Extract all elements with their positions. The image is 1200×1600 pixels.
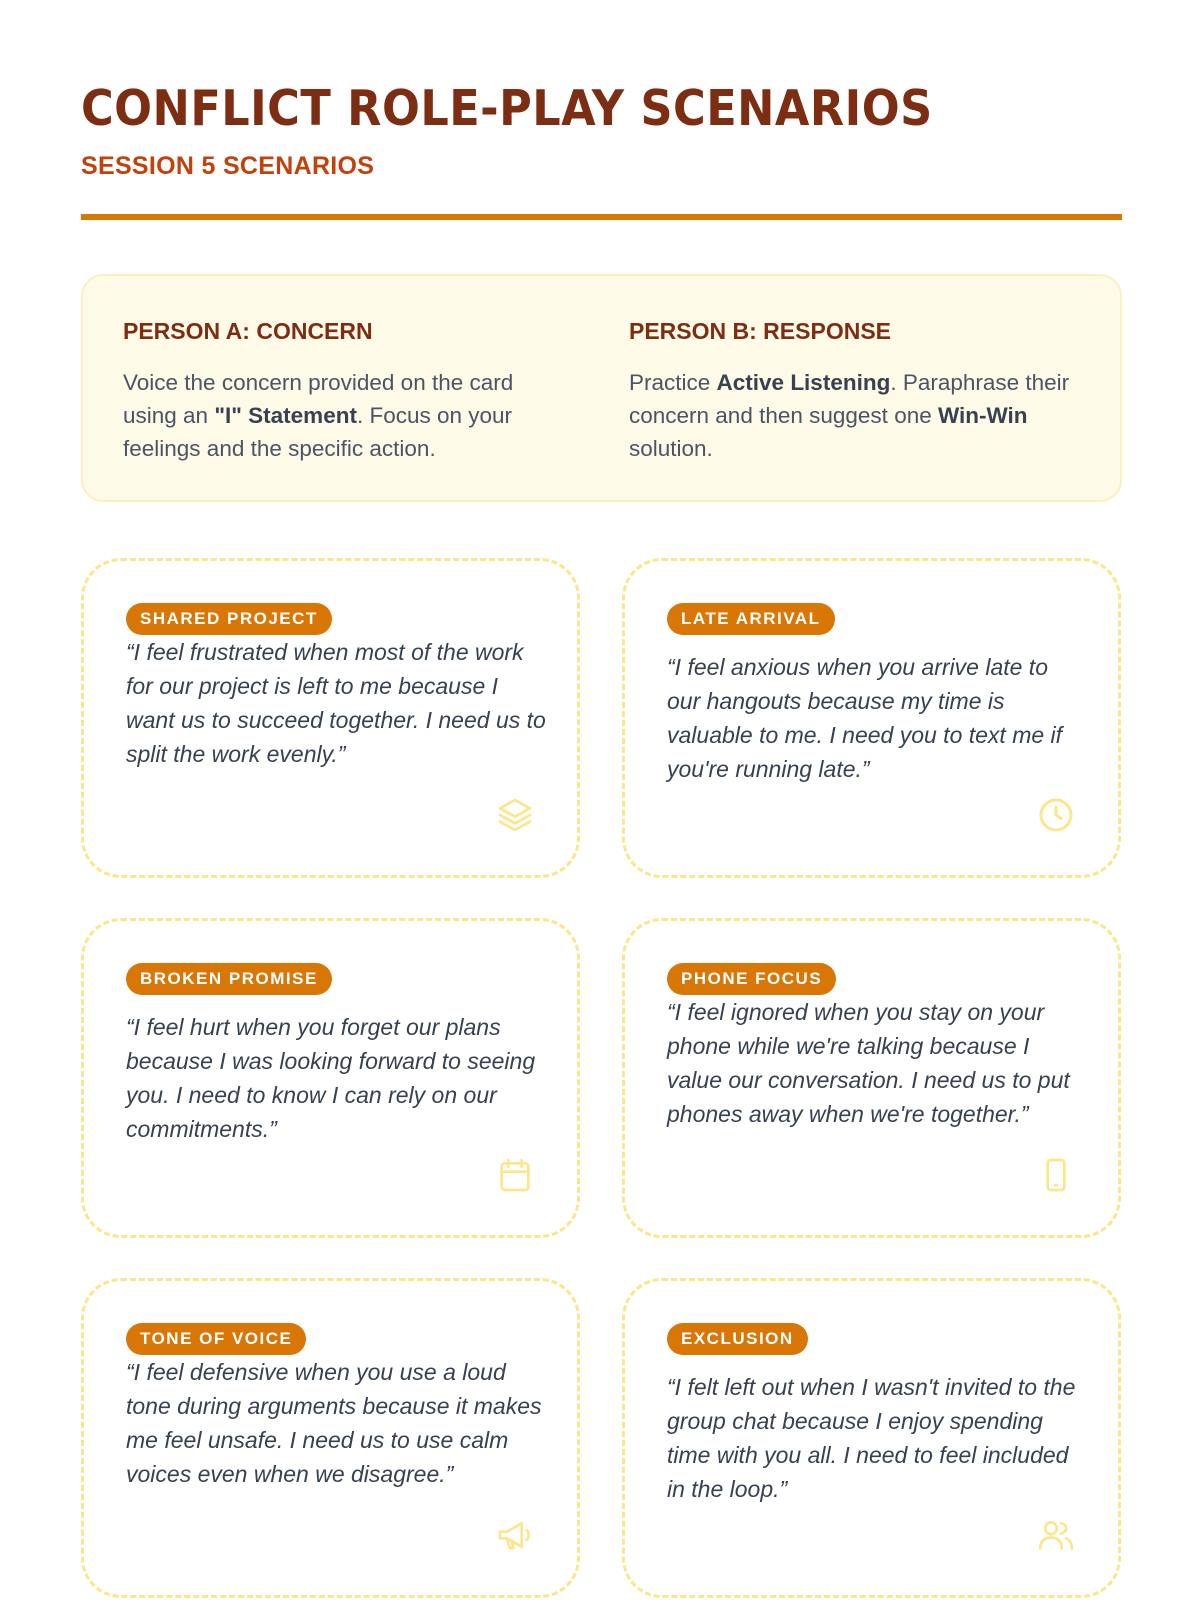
win-win-term: Win-Win <box>937 403 1028 428</box>
scenario-quote: “I feel ignored when you stay on your phone while we're talking because I value our conversation. I need us to put phones away when we're together.” <box>667 999 1070 1127</box>
category-badge: EXCLUSION <box>667 1323 808 1355</box>
scenario-card-phone-focus <box>622 918 1121 1238</box>
scenario-card-exclusion <box>622 1278 1121 1598</box>
scenario-card-late-arrival <box>622 558 1121 878</box>
person-b-instructions <box>629 318 1079 465</box>
page-subtitle: SESSION 5 SCENARIOS <box>81 152 375 180</box>
person-b-heading: PERSON B: RESPONSE <box>629 318 891 344</box>
scenario-card-tone-of-voice <box>81 1278 580 1598</box>
page-title: CONFLICT ROLE-PLAY SCENARIOS <box>81 80 933 137</box>
category-badge: BROKEN PROMISE <box>126 963 332 995</box>
person-a-instructions <box>123 318 573 465</box>
phone-icon <box>1036 1155 1076 1195</box>
person-a-text: Voice the concern provided on the card using an "I" Statement. Focus on your feelings and the specific action. <box>123 370 514 461</box>
person-a-heading: PERSON A: CONCERN <box>123 318 373 344</box>
scenario-card-shared-project <box>81 558 580 878</box>
layers-icon <box>495 795 535 835</box>
person-b-text: Practice Active Listening. Paraphrase their concern and then suggest one Win-Win solution. <box>629 370 1070 461</box>
clock-icon <box>1036 795 1076 835</box>
users-icon <box>1036 1515 1076 1555</box>
scenario-quote: “I feel hurt when you forget our plans because I was looking forward to seeing you. I need to know I can rely on our commitments.” <box>126 1014 536 1142</box>
i-statement-term: "I" Statement <box>214 403 357 428</box>
scenario-quote: “I feel anxious when you arrive late to our hangouts because my time is valuable to me. I need you to text me if you're running late.” <box>667 654 1063 782</box>
instructions-panel <box>81 274 1122 502</box>
category-badge: LATE ARRIVAL <box>667 603 835 635</box>
scenario-card-broken-promise <box>81 918 580 1238</box>
scenario-quote: “I feel defensive when you use a loud tone during arguments because it makes me feel unsafe. I need us to use calm voices even when we disagree.” <box>126 1359 542 1487</box>
category-badge: PHONE FOCUS <box>667 963 836 995</box>
scenario-quote: “I feel frustrated when most of the work for our project is left to me because I want us to succeed together. I need us to split the work evenly.” <box>126 639 546 767</box>
header-divider <box>81 214 1122 220</box>
megaphone-icon <box>495 1515 535 1555</box>
calendar-icon <box>495 1155 535 1195</box>
active-listening-term: Active Listening <box>716 370 891 395</box>
category-badge: SHARED PROJECT <box>126 603 332 635</box>
scenario-quote: “I felt left out when I wasn't invited to the group chat because I enjoy spending time with you all. I need to feel included in the loop.” <box>667 1374 1076 1502</box>
category-badge: TONE OF VOICE <box>126 1323 306 1355</box>
